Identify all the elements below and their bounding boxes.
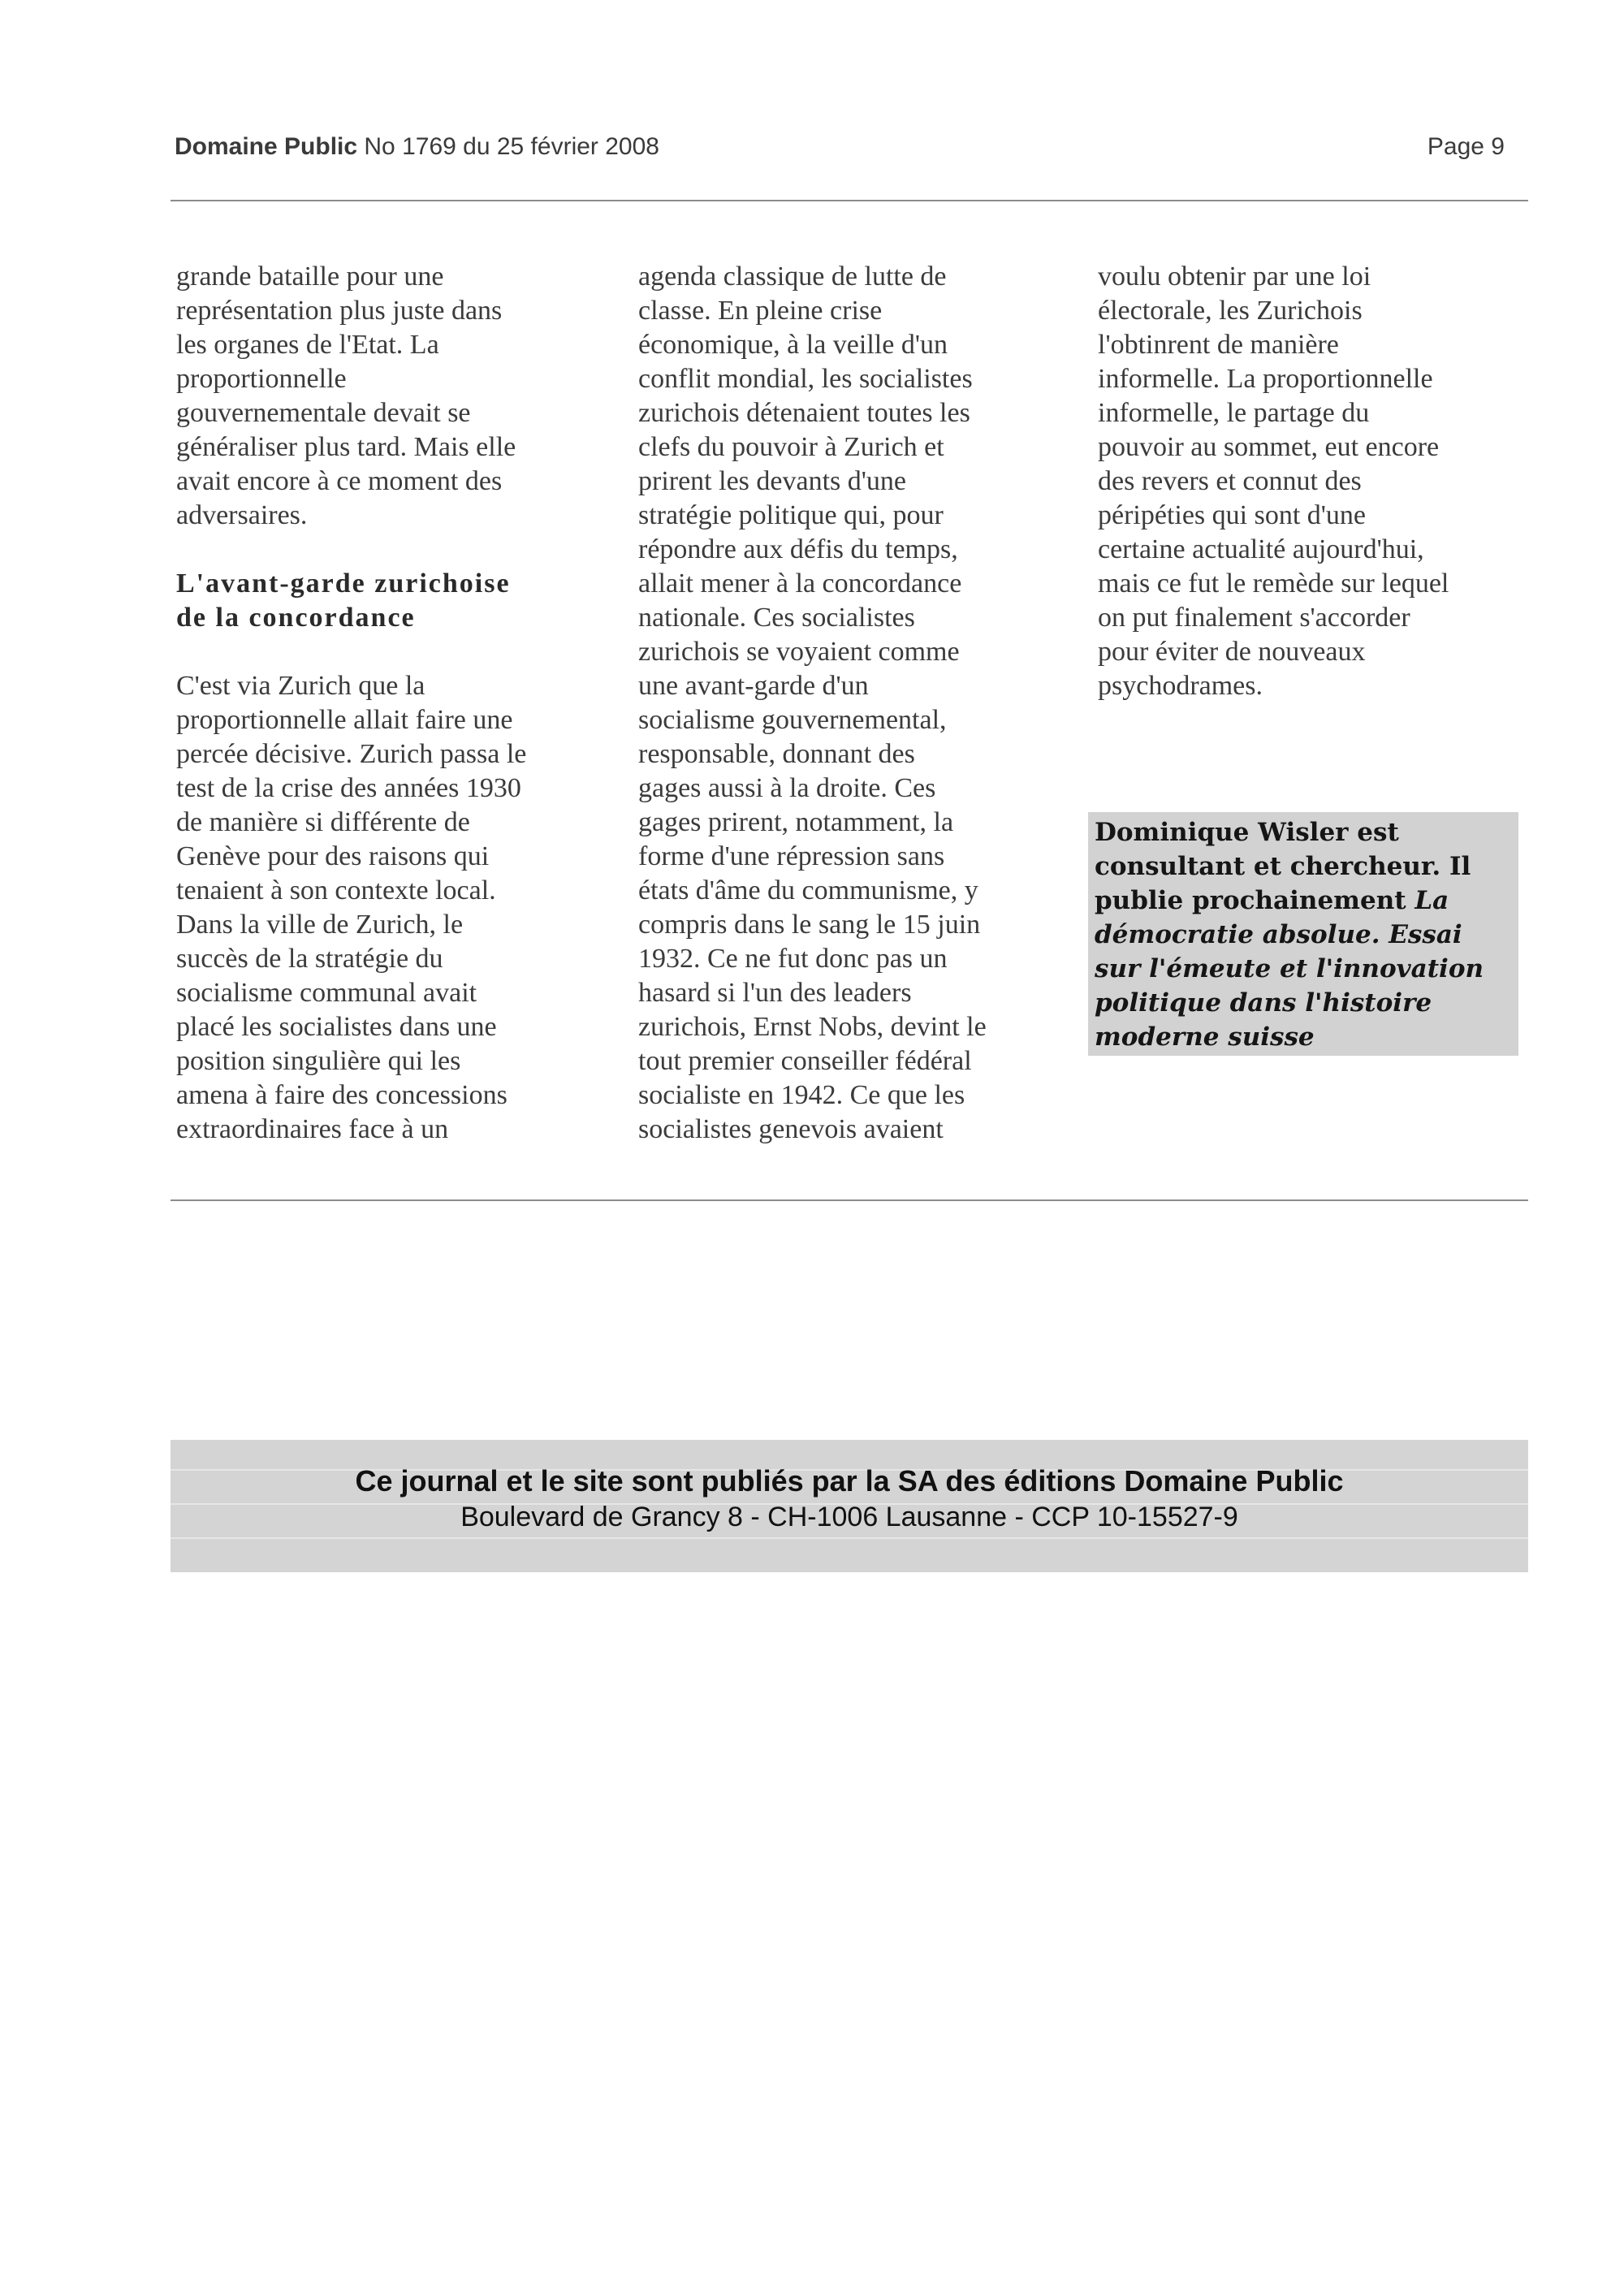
text-line: adversaires.: [176, 500, 308, 530]
article-column-3: [1098, 260, 1528, 703]
publisher-statement: Ce journal et le site sont publiés par la SA des éditions Domaine Public: [355, 1464, 1344, 1498]
publication-name: Domaine Public: [175, 133, 358, 160]
text-line: pouvoir au sommet, eut encore: [1098, 432, 1440, 462]
book-title: La: [1415, 886, 1449, 915]
text-line: gouvernementale devait se: [176, 398, 471, 428]
bio-text: publie prochainement: [1095, 886, 1415, 915]
text-line: socialisme gouvernemental,: [638, 705, 947, 735]
text-line: avait encore à ce moment des: [176, 466, 503, 496]
section-heading: de la concordance: [176, 603, 416, 633]
text-line: représentation plus juste dans: [176, 296, 503, 326]
book-title-line: démocratie absolue. Essai: [1095, 920, 1462, 949]
text-line: zurichois, Ernst Nobs, devint le: [638, 1012, 987, 1042]
text-line: 1932. Ce ne fut donc pas un: [638, 944, 948, 974]
text-line: stratégie politique qui, pour: [638, 500, 944, 530]
text-line: conflit mondial, les socialistes: [638, 364, 973, 394]
text-line: socialisme communal avait: [176, 978, 477, 1008]
text-line: Dans la ville de Zurich, le: [176, 910, 464, 940]
text-line: des revers et connut des: [1098, 466, 1362, 496]
text-line: position singulière qui les: [176, 1046, 461, 1076]
text-line: agenda classique de lutte de: [638, 261, 947, 292]
text-line: états d'âme du communisme, y: [638, 875, 978, 905]
book-title-line: politique dans l'histoire: [1095, 988, 1432, 1018]
text-line: certaine actualité aujourd'hui,: [1098, 534, 1424, 564]
text-line: allait mener à la concordance: [638, 568, 962, 599]
text-line: gages prirent, notamment, la: [638, 807, 954, 837]
section-heading: L'avant-garde zurichoise: [176, 568, 511, 599]
text-line: socialiste en 1942. Ce que les: [638, 1080, 965, 1110]
publisher-address: Boulevard de Grancy 8 - CH-1006 Lausanne - CCP 10-15527-9: [460, 1502, 1238, 1532]
text-line: zurichois détenaient toutes les: [638, 398, 970, 428]
bio-line: Dominique Wisler est: [1095, 818, 1399, 847]
page-header: [175, 133, 1505, 161]
paragraph-gap: [176, 533, 607, 567]
page-number: Page 9: [1427, 133, 1505, 160]
text-line: grande bataille pour une: [176, 261, 444, 292]
text-line: compris dans le sang le 15 juin: [638, 910, 981, 940]
header-divider: [171, 200, 1528, 201]
text-line: tenaient à son contexte local.: [176, 875, 496, 905]
text-line: généraliser plus tard. Mais elle: [176, 432, 516, 462]
text-line: proportionnelle: [176, 364, 347, 394]
text-line: prirent les devants d'une: [638, 466, 906, 496]
author-bio-box: [1088, 812, 1518, 1056]
publisher-footer: [171, 1440, 1528, 1572]
book-title-line: moderne suisse: [1095, 1022, 1315, 1052]
issue-info: No 1769 du 25 février 2008: [364, 133, 659, 160]
text-line: classe. En pleine crise: [638, 296, 883, 326]
text-line: succès de la stratégie du: [176, 944, 443, 974]
article-end-divider: [171, 1199, 1528, 1201]
text-line: test de la crise des années 1930: [176, 773, 521, 803]
text-line: Genève pour des raisons qui: [176, 841, 490, 871]
text-line: informelle. La proportionnelle: [1098, 364, 1433, 394]
book-title-line: sur l'émeute et l'innovation: [1095, 954, 1484, 983]
text-line: proportionnelle allait faire une: [176, 705, 513, 735]
text-line: placé les socialistes dans une: [176, 1012, 497, 1042]
text-line: l'obtinrent de manière: [1098, 330, 1339, 360]
bio-line: consultant et chercheur. Il: [1095, 852, 1471, 881]
text-line: répondre aux défis du temps,: [638, 534, 958, 564]
text-line: clefs du pouvoir à Zurich et: [638, 432, 944, 462]
text-line: péripéties qui sont d'une: [1098, 500, 1367, 530]
text-line: C'est via Zurich que la: [176, 671, 425, 701]
text-line: forme d'une répression sans: [638, 841, 945, 871]
text-line: électorale, les Zurichois: [1098, 296, 1363, 326]
text-line: tout premier conseiller fédéral: [638, 1046, 972, 1076]
text-line: nationale. Ces socialistes: [638, 603, 915, 633]
text-line: amena à faire des concessions: [176, 1080, 508, 1110]
text-line: hasard si l'un des leaders: [638, 978, 912, 1008]
text-line: pour éviter de nouveaux: [1098, 637, 1366, 667]
footer-stripe: [171, 1537, 1528, 1539]
text-line: psychodrames.: [1098, 671, 1263, 701]
text-line: de manière si différente de: [176, 807, 470, 837]
text-line: une avant-garde d'un: [638, 671, 869, 701]
text-line: percée décisive. Zurich passa le: [176, 739, 527, 769]
text-line: on put finalement s'accorder: [1098, 603, 1410, 633]
article-column-2: [638, 260, 1069, 1147]
text-line: responsable, donnant des: [638, 739, 915, 769]
text-line: extraordinaires face à un: [176, 1114, 449, 1144]
text-line: les organes de l'Etat. La: [176, 330, 439, 360]
text-line: mais ce fut le remède sur lequel: [1098, 568, 1449, 599]
article-column-1: [176, 260, 607, 1147]
text-line: gages aussi à la droite. Ces: [638, 773, 936, 803]
text-line: voulu obtenir par une loi: [1098, 261, 1371, 292]
text-line: zurichois se voyaient comme: [638, 637, 960, 667]
paragraph-gap: [176, 635, 607, 669]
text-line: économique, à la veille d'un: [638, 330, 948, 360]
text-line: socialistes genevois avaient: [638, 1114, 944, 1144]
text-line: informelle, le partage du: [1098, 398, 1370, 428]
bio-line: [1095, 884, 1514, 918]
